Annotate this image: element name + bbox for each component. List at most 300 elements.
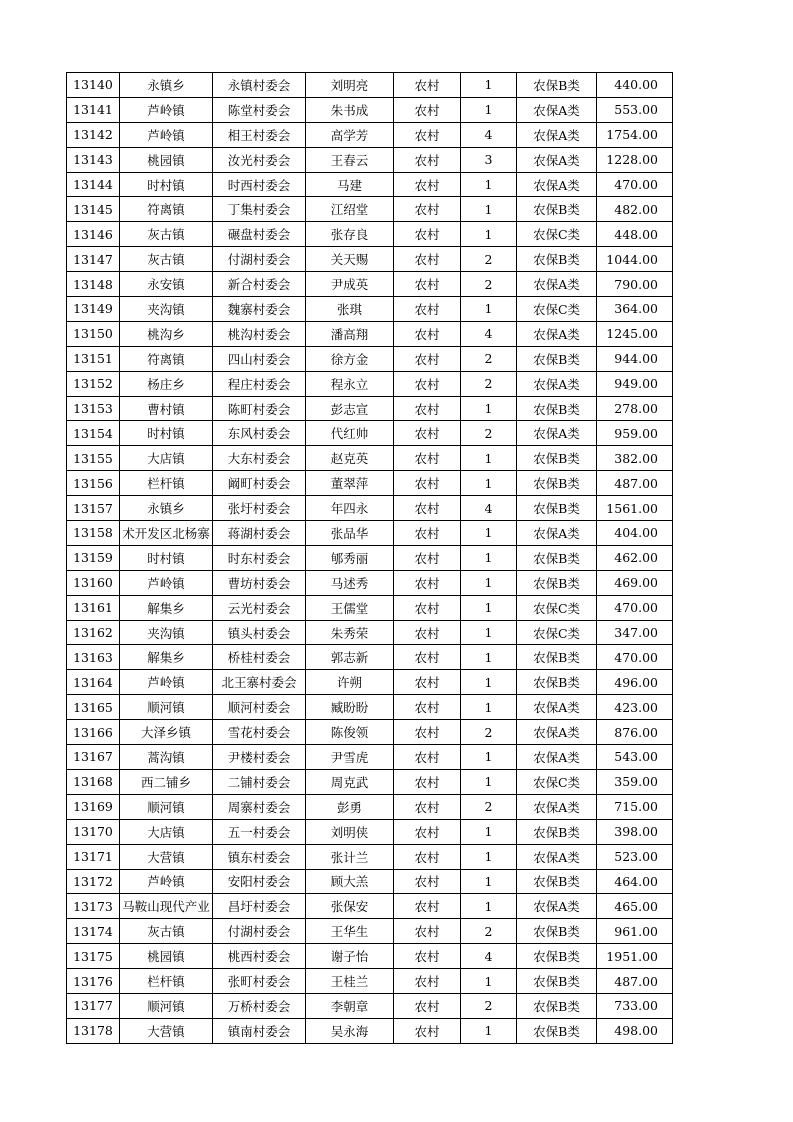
amount-cell: 278.00 — [597, 396, 673, 421]
area-type-cell: 农村 — [394, 297, 461, 322]
village-committee-cell: 阚町村委会 — [213, 471, 306, 496]
record-id-cell: 13176 — [67, 969, 120, 994]
person-name-cell: 马建 — [306, 172, 394, 197]
table-row — [67, 844, 673, 869]
household-count-cell: 1 — [461, 521, 517, 546]
village-committee-cell: 桥桂村委会 — [213, 645, 306, 670]
town-cell: 永镇乡 — [120, 73, 213, 98]
insurance-category-cell: 农保A类 — [517, 272, 597, 297]
household-count-cell: 1 — [461, 97, 517, 122]
record-id-cell: 13177 — [67, 993, 120, 1018]
person-name-cell: 刘明亮 — [306, 73, 394, 98]
area-type-cell: 农村 — [394, 247, 461, 272]
record-id-cell: 13154 — [67, 421, 120, 446]
table-row — [67, 695, 673, 720]
record-id-cell: 13146 — [67, 222, 120, 247]
town-cell: 解集乡 — [120, 645, 213, 670]
village-committee-cell: 安阳村委会 — [213, 869, 306, 894]
household-count-cell: 1 — [461, 969, 517, 994]
insurance-category-cell: 农保A类 — [517, 745, 597, 770]
insurance-category-cell: 农保B类 — [517, 993, 597, 1018]
person-name-cell: 江绍堂 — [306, 197, 394, 222]
amount-cell: 715.00 — [597, 794, 673, 819]
village-committee-cell: 二铺村委会 — [213, 769, 306, 794]
person-name-cell: 郇秀丽 — [306, 545, 394, 570]
household-count-cell: 2 — [461, 720, 517, 745]
table-row — [67, 969, 673, 994]
town-cell: 大营镇 — [120, 844, 213, 869]
record-id-cell: 13152 — [67, 371, 120, 396]
town-cell: 顺河镇 — [120, 695, 213, 720]
village-committee-cell: 新合村委会 — [213, 272, 306, 297]
area-type-cell: 农村 — [394, 595, 461, 620]
village-committee-cell: 陈町村委会 — [213, 396, 306, 421]
household-count-cell: 2 — [461, 247, 517, 272]
village-committee-cell: 周寨村委会 — [213, 794, 306, 819]
area-type-cell: 农村 — [394, 446, 461, 471]
amount-cell: 961.00 — [597, 919, 673, 944]
insurance-category-cell: 农保B类 — [517, 247, 597, 272]
area-type-cell: 农村 — [394, 147, 461, 172]
amount-cell: 1044.00 — [597, 247, 673, 272]
amount-cell: 347.00 — [597, 620, 673, 645]
town-cell: 大营镇 — [120, 1018, 213, 1043]
table-row — [67, 769, 673, 794]
town-cell: 灰古镇 — [120, 222, 213, 247]
person-name-cell: 王桂兰 — [306, 969, 394, 994]
amount-cell: 1245.00 — [597, 321, 673, 346]
insurance-category-cell: 农保A类 — [517, 371, 597, 396]
record-id-cell: 13178 — [67, 1018, 120, 1043]
household-count-cell: 2 — [461, 346, 517, 371]
household-count-cell: 1 — [461, 446, 517, 471]
town-cell: 杨庄乡 — [120, 371, 213, 396]
record-id-cell: 13145 — [67, 197, 120, 222]
table-row — [67, 745, 673, 770]
insurance-category-cell: 农保B类 — [517, 919, 597, 944]
household-count-cell: 1 — [461, 670, 517, 695]
person-name-cell: 顾大羔 — [306, 869, 394, 894]
amount-cell: 462.00 — [597, 545, 673, 570]
village-committee-cell: 永镇村委会 — [213, 73, 306, 98]
town-cell: 永安镇 — [120, 272, 213, 297]
insurance-category-cell: 农保B类 — [517, 670, 597, 695]
area-type-cell: 农村 — [394, 197, 461, 222]
town-cell: 顺河镇 — [120, 794, 213, 819]
town-cell: 西二铺乡 — [120, 769, 213, 794]
amount-cell: 1951.00 — [597, 944, 673, 969]
household-count-cell: 1 — [461, 570, 517, 595]
area-type-cell: 农村 — [394, 944, 461, 969]
village-committee-cell: 尹楼村委会 — [213, 745, 306, 770]
household-count-cell: 1 — [461, 222, 517, 247]
person-name-cell: 朱秀荣 — [306, 620, 394, 645]
town-cell: 曹村镇 — [120, 396, 213, 421]
area-type-cell: 农村 — [394, 396, 461, 421]
table-row — [67, 346, 673, 371]
insurance-category-cell: 农保A类 — [517, 147, 597, 172]
household-count-cell: 2 — [461, 272, 517, 297]
town-cell: 桃园镇 — [120, 147, 213, 172]
village-committee-cell: 北王寨村委会 — [213, 670, 306, 695]
record-id-cell: 13164 — [67, 670, 120, 695]
town-cell: 夹沟镇 — [120, 297, 213, 322]
village-committee-cell: 付湖村委会 — [213, 919, 306, 944]
area-type-cell: 农村 — [394, 1018, 461, 1043]
area-type-cell: 农村 — [394, 720, 461, 745]
town-cell: 解集乡 — [120, 595, 213, 620]
town-cell: 灰古镇 — [120, 247, 213, 272]
insurance-category-cell: 农保B类 — [517, 545, 597, 570]
area-type-cell: 农村 — [394, 346, 461, 371]
record-id-cell: 13156 — [67, 471, 120, 496]
insurance-category-cell: 农保B类 — [517, 969, 597, 994]
record-id-cell: 13172 — [67, 869, 120, 894]
person-name-cell: 刘明侠 — [306, 819, 394, 844]
town-cell: 桃园镇 — [120, 944, 213, 969]
insurance-category-cell: 农保B类 — [517, 944, 597, 969]
town-cell: 蒿沟镇 — [120, 745, 213, 770]
household-count-cell: 1 — [461, 745, 517, 770]
area-type-cell: 农村 — [394, 819, 461, 844]
spreadsheet-sheet — [66, 72, 673, 1044]
record-id-cell: 13163 — [67, 645, 120, 670]
household-count-cell: 4 — [461, 122, 517, 147]
amount-cell: 440.00 — [597, 73, 673, 98]
record-id-cell: 13155 — [67, 446, 120, 471]
household-count-cell: 2 — [461, 919, 517, 944]
person-name-cell: 关天赐 — [306, 247, 394, 272]
record-id-cell: 13159 — [67, 545, 120, 570]
area-type-cell: 农村 — [394, 869, 461, 894]
person-name-cell: 张琪 — [306, 297, 394, 322]
town-cell: 灰古镇 — [120, 919, 213, 944]
household-count-cell: 2 — [461, 421, 517, 446]
town-cell: 大店镇 — [120, 819, 213, 844]
record-id-cell: 13160 — [67, 570, 120, 595]
person-name-cell: 陈俊领 — [306, 720, 394, 745]
area-type-cell: 农村 — [394, 73, 461, 98]
table-row — [67, 894, 673, 919]
person-name-cell: 谢子怡 — [306, 944, 394, 969]
amount-cell: 382.00 — [597, 446, 673, 471]
table-row — [67, 147, 673, 172]
village-committee-cell: 程庄村委会 — [213, 371, 306, 396]
insurance-category-cell: 农保C类 — [517, 769, 597, 794]
person-name-cell: 朱书成 — [306, 97, 394, 122]
village-committee-cell: 镇南村委会 — [213, 1018, 306, 1043]
area-type-cell: 农村 — [394, 645, 461, 670]
town-cell: 时村镇 — [120, 172, 213, 197]
table-row — [67, 97, 673, 122]
town-cell: 桃沟乡 — [120, 321, 213, 346]
record-id-cell: 13169 — [67, 794, 120, 819]
household-count-cell: 1 — [461, 73, 517, 98]
household-count-cell: 1 — [461, 819, 517, 844]
village-committee-cell: 汝光村委会 — [213, 147, 306, 172]
person-name-cell: 徐方金 — [306, 346, 394, 371]
village-committee-cell: 镇东村委会 — [213, 844, 306, 869]
table-row — [67, 197, 673, 222]
amount-cell: 498.00 — [597, 1018, 673, 1043]
household-count-cell: 1 — [461, 620, 517, 645]
household-count-cell: 1 — [461, 297, 517, 322]
person-name-cell: 高学芳 — [306, 122, 394, 147]
record-id-cell: 13166 — [67, 720, 120, 745]
insurance-category-cell: 农保B类 — [517, 496, 597, 521]
insurance-category-cell: 农保A类 — [517, 844, 597, 869]
village-committee-cell: 曹坊村委会 — [213, 570, 306, 595]
data-table — [66, 72, 673, 1044]
table-row — [67, 645, 673, 670]
amount-cell: 959.00 — [597, 421, 673, 446]
area-type-cell: 农村 — [394, 844, 461, 869]
table-row — [67, 222, 673, 247]
insurance-category-cell: 农保B类 — [517, 869, 597, 894]
record-id-cell: 13162 — [67, 620, 120, 645]
insurance-category-cell: 农保C类 — [517, 222, 597, 247]
record-id-cell: 13170 — [67, 819, 120, 844]
table-row — [67, 122, 673, 147]
person-name-cell: 张保安 — [306, 894, 394, 919]
household-count-cell: 1 — [461, 172, 517, 197]
amount-cell: 487.00 — [597, 969, 673, 994]
town-cell: 大泽乡镇 — [120, 720, 213, 745]
area-type-cell: 农村 — [394, 371, 461, 396]
table-row — [67, 297, 673, 322]
area-type-cell: 农村 — [394, 769, 461, 794]
town-cell: 芦岭镇 — [120, 122, 213, 147]
town-cell: 术开发区北杨寨 — [120, 521, 213, 546]
area-type-cell: 农村 — [394, 172, 461, 197]
town-cell: 符离镇 — [120, 197, 213, 222]
insurance-category-cell: 农保A类 — [517, 794, 597, 819]
amount-cell: 949.00 — [597, 371, 673, 396]
amount-cell: 1561.00 — [597, 496, 673, 521]
amount-cell: 553.00 — [597, 97, 673, 122]
amount-cell: 543.00 — [597, 745, 673, 770]
table-row — [67, 595, 673, 620]
village-committee-cell: 陈堂村委会 — [213, 97, 306, 122]
town-cell: 大店镇 — [120, 446, 213, 471]
area-type-cell: 农村 — [394, 97, 461, 122]
area-type-cell: 农村 — [394, 272, 461, 297]
area-type-cell: 农村 — [394, 496, 461, 521]
record-id-cell: 13149 — [67, 297, 120, 322]
town-cell: 芦岭镇 — [120, 869, 213, 894]
insurance-category-cell: 农保A类 — [517, 521, 597, 546]
amount-cell: 448.00 — [597, 222, 673, 247]
table-row — [67, 670, 673, 695]
area-type-cell: 农村 — [394, 521, 461, 546]
person-name-cell: 王儒堂 — [306, 595, 394, 620]
household-count-cell: 1 — [461, 894, 517, 919]
insurance-category-cell: 农保B类 — [517, 471, 597, 496]
table-row — [67, 1018, 673, 1043]
person-name-cell: 马述秀 — [306, 570, 394, 595]
amount-cell: 1754.00 — [597, 122, 673, 147]
person-name-cell: 王华生 — [306, 919, 394, 944]
insurance-category-cell: 农保B类 — [517, 819, 597, 844]
table-row — [67, 944, 673, 969]
insurance-category-cell: 农保B类 — [517, 446, 597, 471]
person-name-cell: 张存良 — [306, 222, 394, 247]
amount-cell: 733.00 — [597, 993, 673, 1018]
amount-cell: 359.00 — [597, 769, 673, 794]
town-cell: 时村镇 — [120, 421, 213, 446]
village-committee-cell: 大东村委会 — [213, 446, 306, 471]
household-count-cell: 3 — [461, 147, 517, 172]
town-cell: 芦岭镇 — [120, 570, 213, 595]
town-cell: 顺河镇 — [120, 993, 213, 1018]
table-row — [67, 794, 673, 819]
person-name-cell: 程永立 — [306, 371, 394, 396]
amount-cell: 482.00 — [597, 197, 673, 222]
village-committee-cell: 万桥村委会 — [213, 993, 306, 1018]
area-type-cell: 农村 — [394, 421, 461, 446]
insurance-category-cell: 农保A类 — [517, 172, 597, 197]
town-cell: 芦岭镇 — [120, 670, 213, 695]
insurance-category-cell: 农保A类 — [517, 97, 597, 122]
record-id-cell: 13174 — [67, 919, 120, 944]
record-id-cell: 13161 — [67, 595, 120, 620]
insurance-category-cell: 农保C类 — [517, 297, 597, 322]
insurance-category-cell: 农保A类 — [517, 894, 597, 919]
household-count-cell: 1 — [461, 1018, 517, 1043]
table-row — [67, 396, 673, 421]
table-row — [67, 521, 673, 546]
town-cell: 符离镇 — [120, 346, 213, 371]
village-committee-cell: 碾盘村委会 — [213, 222, 306, 247]
amount-cell: 470.00 — [597, 595, 673, 620]
person-name-cell: 尹成英 — [306, 272, 394, 297]
record-id-cell: 13144 — [67, 172, 120, 197]
area-type-cell: 农村 — [394, 321, 461, 346]
insurance-category-cell: 农保A类 — [517, 421, 597, 446]
person-name-cell: 许朔 — [306, 670, 394, 695]
household-count-cell: 1 — [461, 869, 517, 894]
table-row — [67, 247, 673, 272]
person-name-cell: 臧盼盼 — [306, 695, 394, 720]
area-type-cell: 农村 — [394, 471, 461, 496]
table-row — [67, 819, 673, 844]
area-type-cell: 农村 — [394, 122, 461, 147]
household-count-cell: 1 — [461, 545, 517, 570]
table-row — [67, 620, 673, 645]
household-count-cell: 2 — [461, 371, 517, 396]
table-row — [67, 869, 673, 894]
record-id-cell: 13151 — [67, 346, 120, 371]
household-count-cell: 4 — [461, 496, 517, 521]
household-count-cell: 2 — [461, 993, 517, 1018]
amount-cell: 790.00 — [597, 272, 673, 297]
table-row — [67, 471, 673, 496]
amount-cell: 423.00 — [597, 695, 673, 720]
insurance-category-cell: 农保B类 — [517, 1018, 597, 1043]
insurance-category-cell: 农保B类 — [517, 396, 597, 421]
person-name-cell: 吴永海 — [306, 1018, 394, 1043]
town-cell: 夹沟镇 — [120, 620, 213, 645]
table-row — [67, 720, 673, 745]
amount-cell: 487.00 — [597, 471, 673, 496]
village-committee-cell: 雪花村委会 — [213, 720, 306, 745]
area-type-cell: 农村 — [394, 545, 461, 570]
record-id-cell: 13175 — [67, 944, 120, 969]
person-name-cell: 代红帅 — [306, 421, 394, 446]
village-committee-cell: 相王村委会 — [213, 122, 306, 147]
record-id-cell: 13158 — [67, 521, 120, 546]
area-type-cell: 农村 — [394, 570, 461, 595]
amount-cell: 1228.00 — [597, 147, 673, 172]
amount-cell: 464.00 — [597, 869, 673, 894]
amount-cell: 364.00 — [597, 297, 673, 322]
record-id-cell: 13147 — [67, 247, 120, 272]
record-id-cell: 13140 — [67, 73, 120, 98]
town-cell: 栏杆镇 — [120, 969, 213, 994]
amount-cell: 496.00 — [597, 670, 673, 695]
area-type-cell: 农村 — [394, 794, 461, 819]
town-cell: 时村镇 — [120, 545, 213, 570]
village-committee-cell: 蒋湖村委会 — [213, 521, 306, 546]
household-count-cell: 4 — [461, 321, 517, 346]
area-type-cell: 农村 — [394, 745, 461, 770]
amount-cell: 404.00 — [597, 521, 673, 546]
household-count-cell: 1 — [461, 471, 517, 496]
record-id-cell: 13141 — [67, 97, 120, 122]
insurance-category-cell: 农保B类 — [517, 73, 597, 98]
village-committee-cell: 桃沟村委会 — [213, 321, 306, 346]
insurance-category-cell: 农保B类 — [517, 570, 597, 595]
record-id-cell: 13171 — [67, 844, 120, 869]
person-name-cell: 李朝章 — [306, 993, 394, 1018]
household-count-cell: 4 — [461, 944, 517, 969]
amount-cell: 470.00 — [597, 172, 673, 197]
amount-cell: 876.00 — [597, 720, 673, 745]
table-row — [67, 73, 673, 98]
village-committee-cell: 东风村委会 — [213, 421, 306, 446]
amount-cell: 523.00 — [597, 844, 673, 869]
insurance-category-cell: 农保A类 — [517, 720, 597, 745]
record-id-cell: 13165 — [67, 695, 120, 720]
table-row — [67, 272, 673, 297]
person-name-cell: 董翠萍 — [306, 471, 394, 496]
village-committee-cell: 时西村委会 — [213, 172, 306, 197]
village-committee-cell: 顺河村委会 — [213, 695, 306, 720]
person-name-cell: 周克武 — [306, 769, 394, 794]
amount-cell: 944.00 — [597, 346, 673, 371]
record-id-cell: 13173 — [67, 894, 120, 919]
village-committee-cell: 时东村委会 — [213, 545, 306, 570]
town-cell: 永镇乡 — [120, 496, 213, 521]
table-row — [67, 919, 673, 944]
person-name-cell: 潘高翔 — [306, 321, 394, 346]
village-committee-cell: 镇头村委会 — [213, 620, 306, 645]
area-type-cell: 农村 — [394, 993, 461, 1018]
area-type-cell: 农村 — [394, 894, 461, 919]
household-count-cell: 1 — [461, 645, 517, 670]
insurance-category-cell: 农保B类 — [517, 346, 597, 371]
record-id-cell: 13143 — [67, 147, 120, 172]
village-committee-cell: 昌圩村委会 — [213, 894, 306, 919]
village-committee-cell: 桃西村委会 — [213, 944, 306, 969]
household-count-cell: 1 — [461, 197, 517, 222]
person-name-cell: 王春云 — [306, 147, 394, 172]
insurance-category-cell: 农保C类 — [517, 595, 597, 620]
record-id-cell: 13167 — [67, 745, 120, 770]
table-row — [67, 993, 673, 1018]
record-id-cell: 13157 — [67, 496, 120, 521]
town-cell: 栏杆镇 — [120, 471, 213, 496]
